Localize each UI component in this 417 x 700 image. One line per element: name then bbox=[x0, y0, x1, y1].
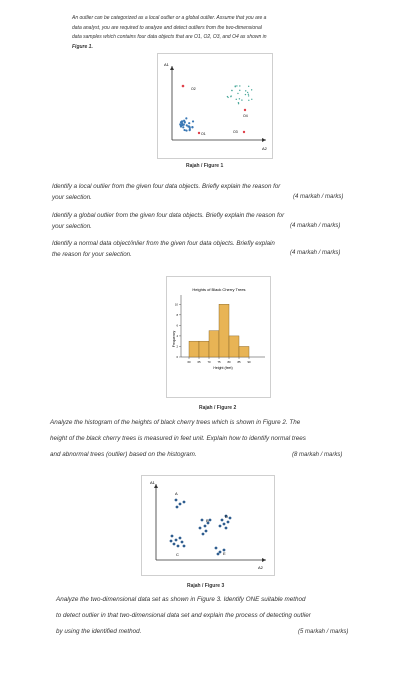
histogram-bars bbox=[189, 304, 249, 357]
question-text: to detect outlier in that two-dimensional data set and explain the process of detecting outlier bbox=[56, 612, 311, 619]
intro-line: An outlier can be categorized as a local outlier or a global outlier. Assume that you are a bbox=[72, 15, 267, 21]
fig1-outlier-o1 bbox=[198, 132, 200, 134]
fig3-point bbox=[179, 537, 182, 540]
fig3-point bbox=[219, 551, 222, 554]
histogram-x-tick-label: 75 bbox=[217, 360, 221, 364]
fig3-point bbox=[175, 539, 178, 542]
fig1-point bbox=[236, 85, 237, 86]
fig3-point bbox=[183, 545, 186, 548]
fig1-point bbox=[237, 93, 238, 94]
fig3-point bbox=[177, 545, 180, 548]
fig1-point bbox=[251, 89, 252, 90]
fig3-point bbox=[175, 499, 178, 502]
fig1-point bbox=[181, 120, 183, 122]
fig3-point bbox=[181, 541, 184, 544]
fig1-point bbox=[192, 120, 194, 122]
fig1-label-o4: O4 bbox=[243, 114, 248, 118]
figure-1-scatter bbox=[157, 53, 273, 159]
histogram-x-tick-label: 85 bbox=[237, 360, 241, 364]
figure-3-caption: Rajah / Figure 3 bbox=[187, 583, 225, 589]
fig1-point bbox=[247, 92, 248, 93]
fig1-point bbox=[182, 126, 184, 128]
fig1-point bbox=[239, 85, 240, 86]
fig3-point bbox=[204, 525, 207, 528]
figure-2-histogram bbox=[166, 276, 271, 398]
histogram-x-tick-label: 70 bbox=[207, 360, 211, 364]
histogram-plot bbox=[167, 277, 270, 397]
fig1-point bbox=[231, 90, 232, 91]
fig3-point bbox=[225, 527, 228, 530]
fig1-point bbox=[248, 94, 249, 95]
figure-2-caption: Rajah / Figure 2 bbox=[199, 405, 237, 411]
figure-3-scatter bbox=[141, 475, 275, 576]
intro-figure-ref: Figure 1. bbox=[72, 43, 93, 50]
fig1-point bbox=[187, 125, 189, 127]
histogram-x-ticks bbox=[187, 357, 251, 364]
fig3-point bbox=[219, 525, 222, 528]
fig3-point bbox=[179, 503, 182, 506]
fig1-point bbox=[183, 124, 185, 126]
fig3-point bbox=[205, 530, 208, 533]
question-normal-inlier bbox=[52, 238, 372, 260]
histogram-y-label: Frequency bbox=[172, 330, 176, 348]
intro-line: data samples which contains four data objects that are O1, O2, O3, and O4 as shown in bbox=[72, 34, 267, 40]
histogram-bar bbox=[239, 346, 249, 357]
question-text: height of the black cherry trees is measured in feet unit. Explain how to identify normal trees bbox=[50, 435, 306, 442]
marks-q5: (5 markah / marks) bbox=[298, 629, 349, 635]
fig1-point bbox=[185, 129, 187, 131]
histogram-title: Heights of Black Cherry Trees bbox=[192, 287, 246, 292]
histogram-x-tick-label: 90 bbox=[247, 360, 251, 364]
histogram-bar bbox=[219, 304, 229, 357]
fig3-point bbox=[199, 527, 202, 530]
histogram-x-label: Height (feet) bbox=[213, 366, 233, 370]
fig3-point bbox=[215, 547, 218, 550]
fig3-point bbox=[171, 535, 174, 538]
fig1-point bbox=[248, 86, 249, 87]
figure-1-caption: Rajah / Figure 1 bbox=[186, 163, 224, 169]
marks-q2: (4 markah / marks) bbox=[290, 223, 341, 229]
histogram-y-tick-label: 6 bbox=[176, 323, 178, 328]
marks-q1: (4 markah / marks) bbox=[293, 194, 344, 200]
marks-q3: (4 markah / marks) bbox=[290, 250, 341, 256]
fig1-point bbox=[245, 94, 246, 95]
fig3-point bbox=[209, 519, 212, 522]
fig3-label-a: A bbox=[175, 491, 178, 496]
fig1-point bbox=[188, 122, 190, 124]
fig1-point bbox=[235, 85, 236, 86]
fig1-point bbox=[241, 99, 242, 100]
fig1-axis-x: A2 bbox=[262, 146, 267, 151]
histogram-y-tick-label: 0 bbox=[176, 355, 178, 359]
fig1-point bbox=[230, 95, 231, 96]
fig1-point bbox=[227, 96, 228, 97]
fig3-label-e: E bbox=[223, 551, 226, 556]
fig3-point bbox=[221, 519, 224, 522]
histogram-bar bbox=[189, 341, 199, 357]
fig1-outlier-o4 bbox=[244, 109, 246, 111]
fig1-label-o3: O3 bbox=[233, 130, 238, 134]
histogram-y-tick-label: 8 bbox=[176, 312, 178, 317]
fig3-point bbox=[170, 540, 173, 543]
fig3-point bbox=[227, 521, 230, 524]
fig1-label-o2: O2 bbox=[191, 87, 196, 91]
fig1-axis-y: A1 bbox=[164, 62, 169, 67]
question-text: and abnormal trees (outlier) based on the histogram. bbox=[50, 451, 197, 458]
question-text: by using the identified method. bbox=[56, 628, 142, 635]
fig3-point bbox=[229, 517, 232, 520]
fig1-outlier-o2 bbox=[182, 85, 185, 88]
question-text: Identify a normal data object/inlier from the given four data objects. Briefly explain bbox=[52, 240, 275, 247]
histogram-y-tick-label: 10 bbox=[174, 302, 178, 307]
fig3-label-b: B bbox=[206, 518, 209, 523]
fig1-point bbox=[248, 100, 249, 101]
histogram-x-tick-label: 65 bbox=[197, 360, 201, 364]
histogram-bar bbox=[229, 336, 239, 357]
fig1-point bbox=[248, 95, 249, 96]
fig3-label-c: C bbox=[176, 552, 179, 557]
intro-paragraph bbox=[72, 14, 322, 52]
histogram-bar bbox=[209, 331, 219, 357]
fig3-point bbox=[183, 501, 186, 504]
figure-3-plot bbox=[142, 476, 274, 575]
fig1-point bbox=[239, 98, 240, 99]
fig1-cluster-left bbox=[179, 117, 194, 131]
fig3-point bbox=[176, 506, 179, 509]
fig3-axis-x: A2 bbox=[258, 565, 263, 570]
marks-q4: (8 markah / marks) bbox=[292, 452, 343, 458]
question-text: Identify a local outlier from the given four data objects. Briefly explain the reason for bbox=[52, 183, 281, 190]
question-text: Analyze the two-dimensional data set as shown in Figure 3. Identify ONE suitable method bbox=[56, 596, 306, 603]
fig3-point bbox=[173, 543, 176, 546]
histogram-y-tick-label: 4 bbox=[176, 333, 178, 338]
histogram-bar bbox=[199, 341, 209, 357]
fig1-point bbox=[245, 90, 246, 91]
question-text: Analyze the histogram of the heights of black cherry trees which is shown in Figure 2. The bbox=[50, 419, 301, 426]
fig1-point bbox=[239, 90, 240, 91]
fig1-point bbox=[191, 126, 193, 128]
question-text: the reason for your selection. bbox=[52, 251, 132, 258]
fig1-point bbox=[236, 99, 237, 100]
histogram-y-tick-label: 2 bbox=[176, 344, 178, 349]
histogram-x-tick-label: 80 bbox=[227, 360, 231, 364]
fig1-point bbox=[189, 128, 191, 130]
fig3-points bbox=[170, 499, 232, 556]
fig1-point bbox=[185, 117, 187, 119]
fig3-point bbox=[217, 553, 220, 556]
question-text: your selection. bbox=[52, 223, 92, 230]
intro-line: data analyst, you are required to analyze and detect outliers from the two-dimensional bbox=[72, 24, 262, 31]
fig1-point bbox=[183, 120, 185, 122]
fig1-point bbox=[238, 103, 239, 104]
fig1-cluster-right bbox=[227, 85, 253, 104]
histogram-y-ticks bbox=[175, 302, 181, 359]
fig1-point bbox=[251, 99, 252, 100]
figure-1-plot bbox=[158, 54, 272, 158]
question-text: Identify a global outlier from the given four data objects. Briefly explain the reason for bbox=[52, 212, 285, 219]
fig3-point bbox=[201, 519, 204, 522]
fig3-label-d: D bbox=[225, 514, 228, 519]
fig3-point bbox=[223, 523, 226, 526]
fig1-label-o1: O1 bbox=[201, 132, 206, 136]
histogram-x-tick-label: 60 bbox=[187, 360, 191, 364]
fig1-point bbox=[183, 129, 185, 131]
fig1-outlier-o3 bbox=[243, 131, 245, 133]
fig3-axis-y: A1 bbox=[150, 480, 155, 485]
question-text: your selection. bbox=[52, 194, 92, 201]
fig3-point bbox=[202, 533, 205, 536]
